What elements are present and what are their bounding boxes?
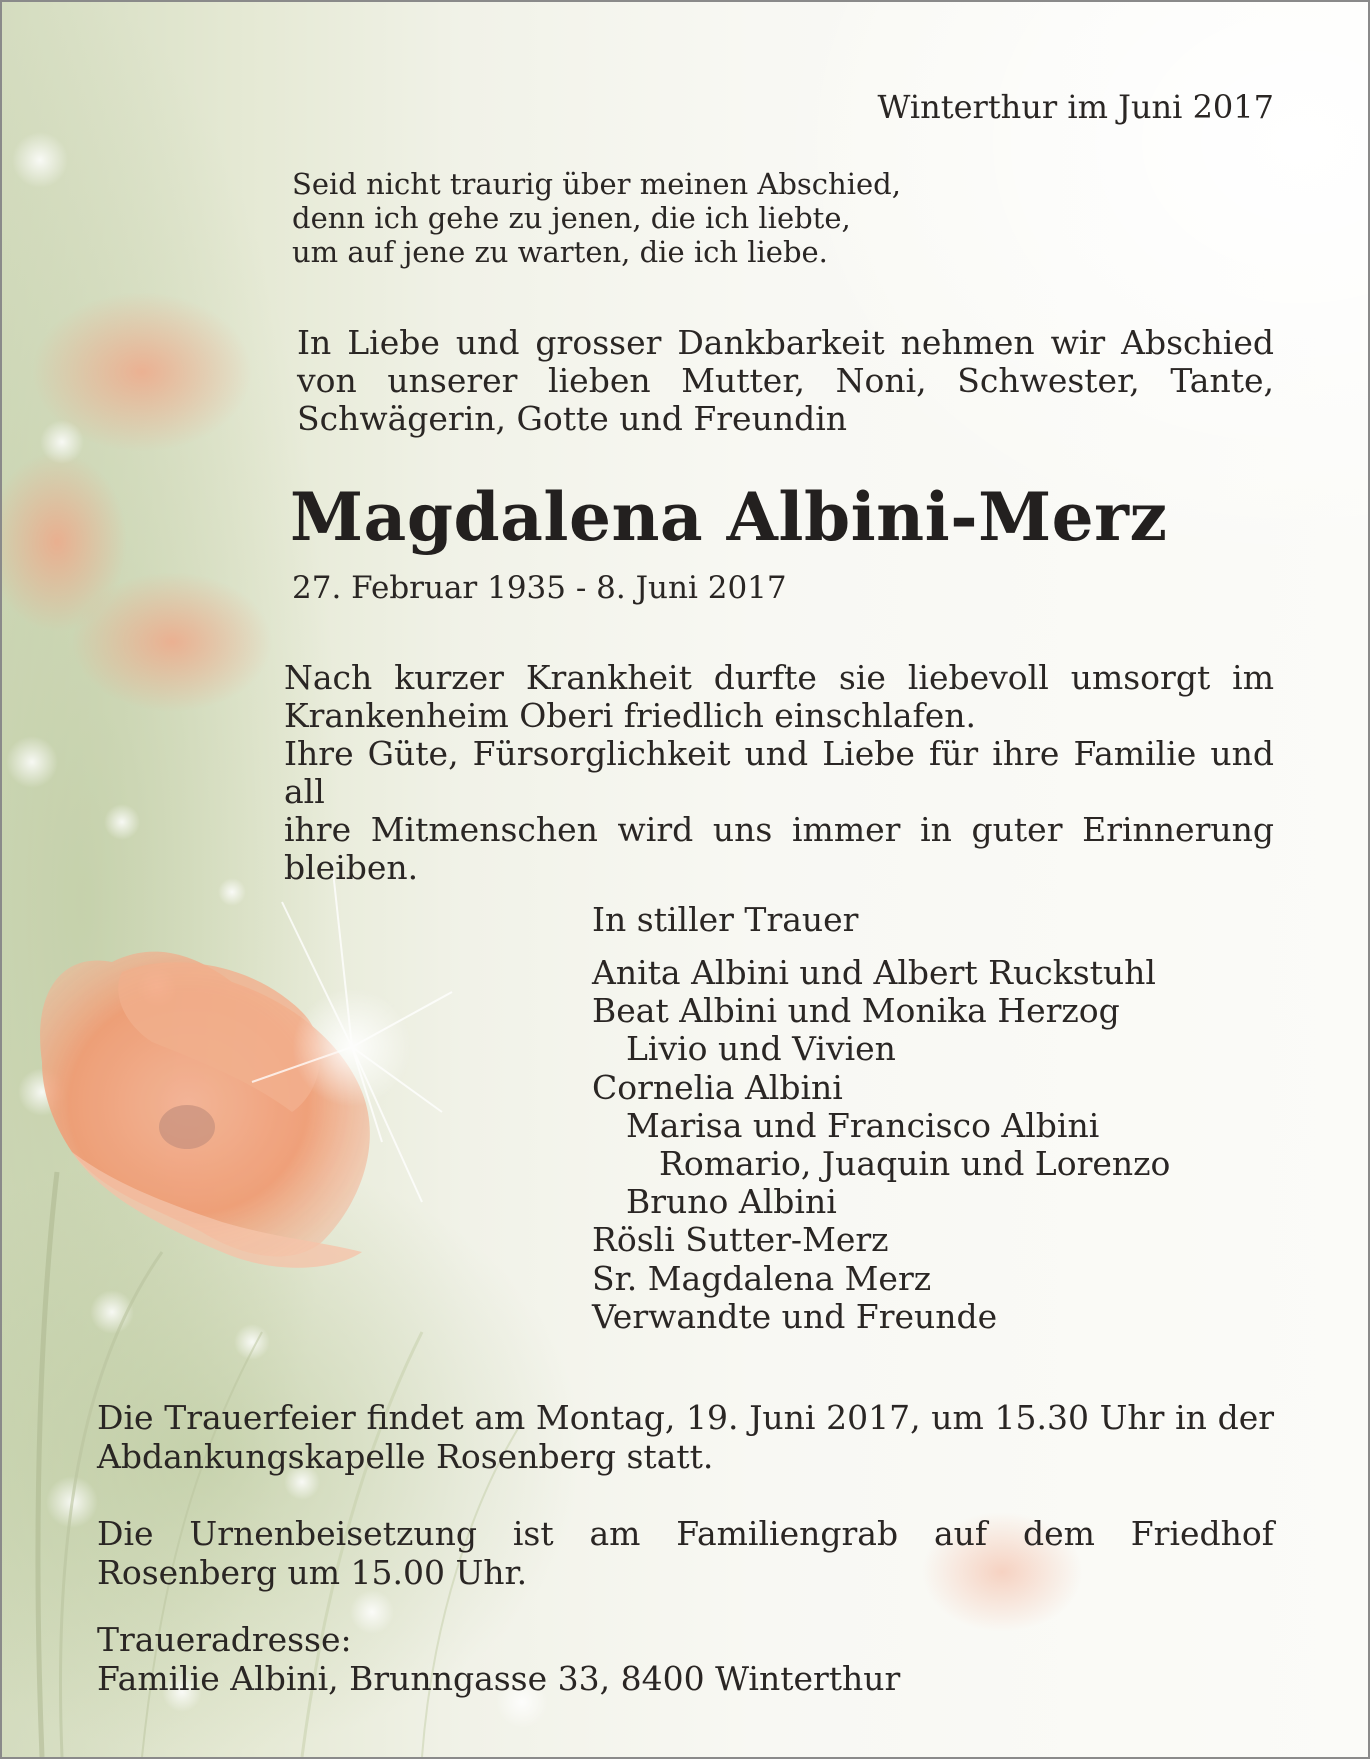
mourner-name: Bruno Albini [626,1182,837,1222]
message-line: Nach kurzer Krankheit durfte sie liebevoll umsorgt im [284,658,1274,697]
poem-line: Seid nicht traurig über meinen Abschied, [292,167,901,201]
mourner-name: Beat Albini und Monika Herzog [592,991,1120,1031]
poem [292,167,901,269]
intro-line: Schwägerin, Gotte und Freundin [297,399,848,438]
mourning-address [97,1620,900,1698]
deceased-name: Magdalena Albini-Merz [290,478,1168,556]
poem-line: denn ich gehe zu jenen, die ich liebte, [292,201,851,235]
message-line: bleiben. [284,848,419,887]
mourner-name: Rösli Sutter-Merz [592,1220,889,1260]
burial-info: Die Urnenbeisetzung ist am Familiengrab auf dem Friedhof Rosenberg um 15.00 Uhr. [97,1514,1274,1592]
message-line: Krankenheim Oberi friedlich einschlafen. [284,696,977,735]
place-date: Winterthur im Juni 2017 [877,88,1274,126]
mourner-name: Cornelia Albini [592,1067,843,1107]
obituary-content [2,2,1368,1757]
farewell-intro [297,324,1274,438]
intro-line: In Liebe und grosser Dankbarkeit nehmen wir Abschied [297,323,1274,362]
mourner-name: Livio und Vivien [626,1029,896,1069]
address-value: Familie Albini, Brunngasse 33, 8400 Winterthur [97,1659,901,1698]
obituary-message [284,659,1274,887]
mourner-name: Marisa und Francisco Albini [626,1105,1100,1145]
intro-line: von unserer lieben Mutter, Noni, Schwester, Tante, [297,361,1274,400]
mourner-name: Sr. Magdalena Merz [592,1258,932,1298]
mourners-list [592,954,1170,1336]
poem-line: um auf jene zu warten, die ich liebe. [292,235,828,269]
mourner-name: Romario, Juaquin und Lorenzo [659,1144,1171,1184]
life-dates: 27. Februar 1935 - 8. Juni 2017 [292,570,787,606]
message-line: ihre Mitmenschen wird uns immer in guter Erinnerung [284,810,1274,849]
mourners-heading: In stiller Trauer [592,900,859,939]
message-line: Ihre Güte, Fürsorglichkeit und Liebe für ihre Familie und all [284,734,1274,811]
mourner-name: Anita Albini und Albert Ruckstuhl [592,953,1156,992]
mourner-name: Verwandte und Freunde [592,1296,998,1336]
ceremony-info: Die Trauerfeier findet am Montag, 19. Juni 2017, um 15.30 Uhr in der Abdankungskapelle Rosenberg statt. [97,1398,1274,1476]
address-label: Traueradresse: [97,1620,352,1659]
